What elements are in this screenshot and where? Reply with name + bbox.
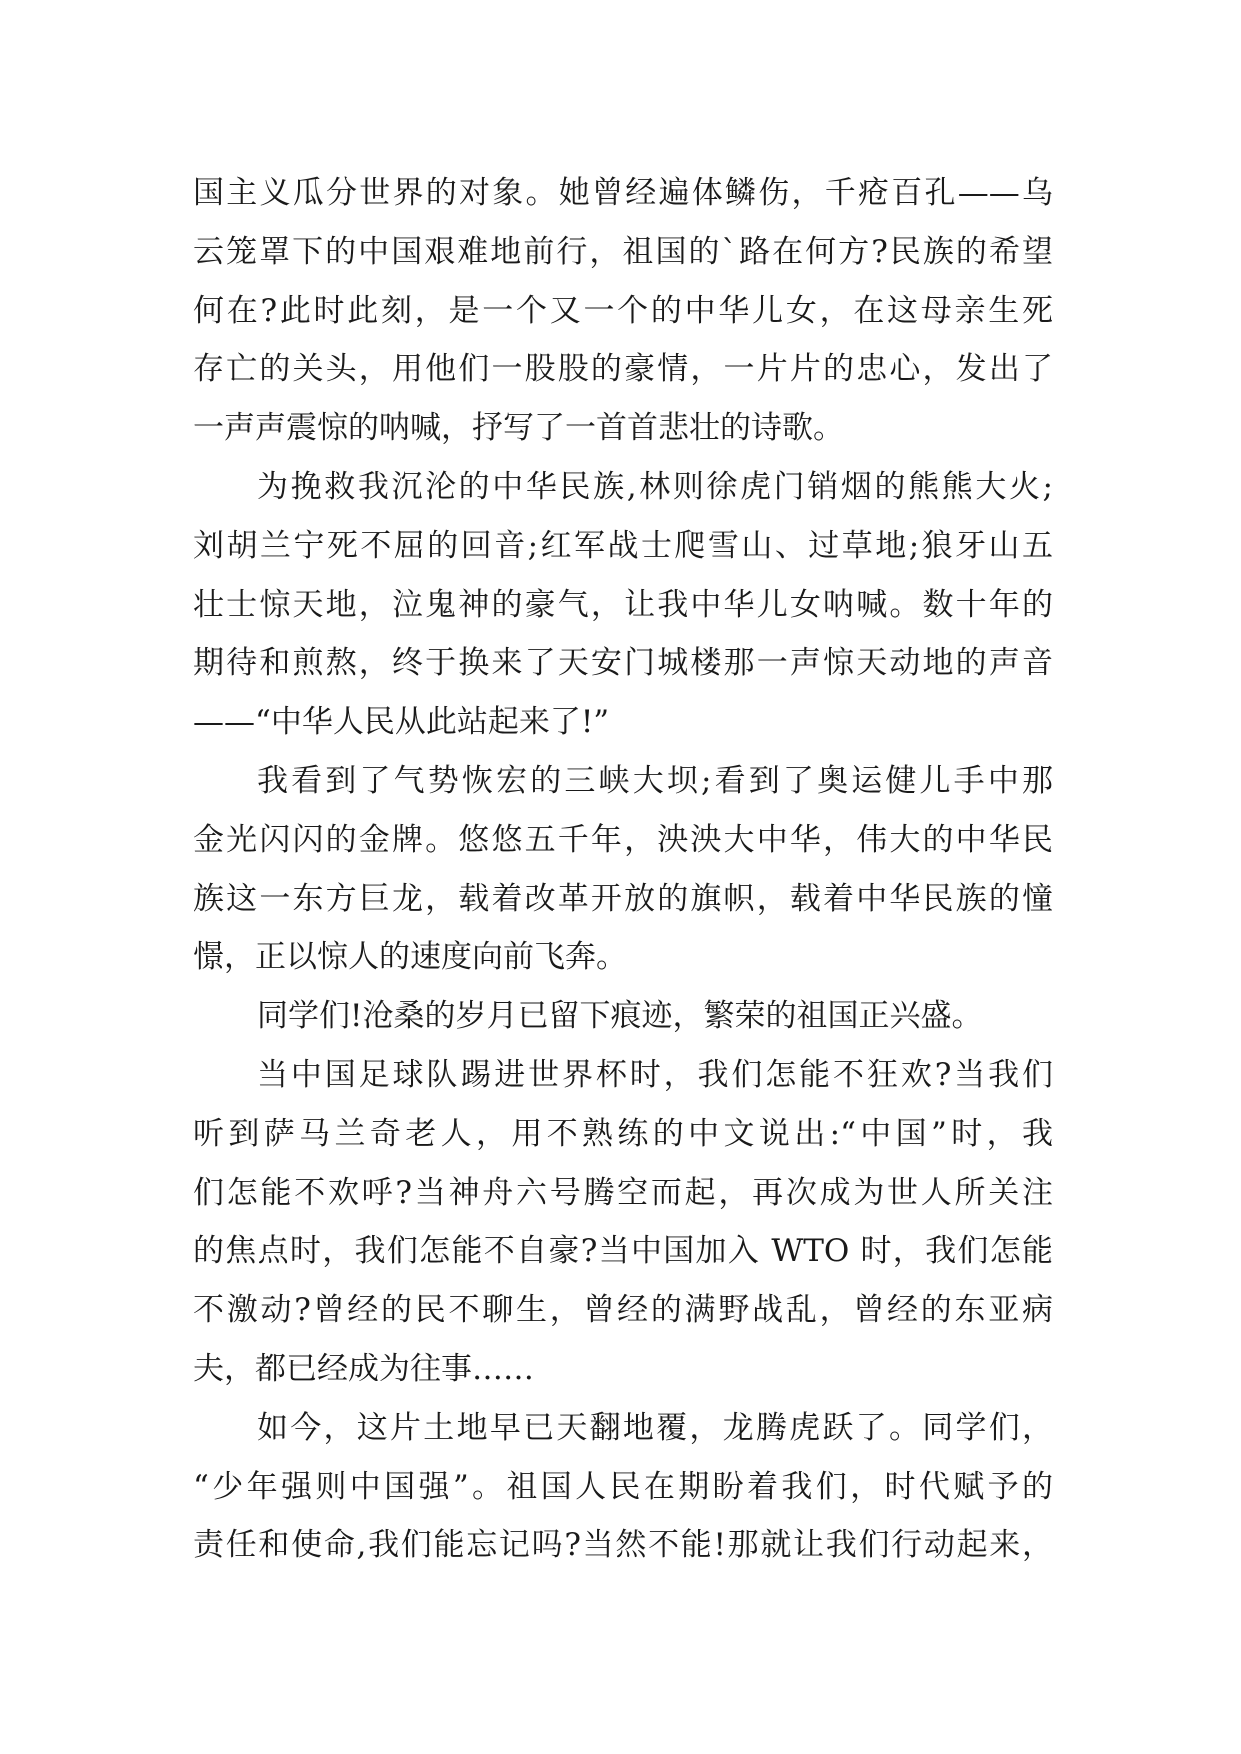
paragraph-first-line: 我看到了气势恢宏的三峡大坝;看到了奥运健儿手中那 — [257, 762, 1053, 799]
text-line: 们怎能不欢呼?当神舟六号腾空而起，再次成为世人所关注 — [193, 1174, 1053, 1211]
paragraph-first-line: 如今，这片土地早已天翻地覆，龙腾虎跃了。同学们， — [257, 1409, 1053, 1446]
text-line: 责任和使命,我们能忘记吗?当然不能!那就让我们行动起来， — [193, 1527, 1053, 1564]
text-line: ——“中华人民从此站起来了!” — [193, 704, 610, 741]
text-line: 听到萨马兰奇老人，用不熟练的中文说出:“中国”时，我 — [193, 1115, 1053, 1152]
body-text — [193, 164, 1053, 1575]
text-line: 国主义瓜分世界的对象。她曾经遍体鳞伤，千疮百孔——乌 — [193, 175, 1053, 211]
text-line: 憬，正以惊人的速度向前飞奔。 — [193, 939, 627, 976]
text-line: 金光闪闪的金牌。悠悠五千年，泱泱大中华，伟大的中华民 — [193, 821, 1053, 858]
text-line: 刘胡兰宁死不屈的回音;红军战士爬雪山、过草地;狼牙山五 — [193, 527, 1053, 564]
paragraph-first-line: 为挽救我沉沦的中华民族,林则徐虎门销烟的熊熊大火; — [257, 468, 1053, 505]
text-line: 何在?此时此刻，是一个又一个的中华儿女，在这母亲生死 — [193, 292, 1053, 329]
text-line: 云笼罩下的中国艰难地前行，祖国的`路在何方?民族的希望 — [193, 233, 1053, 270]
text-line: 的焦点时，我们怎能不自豪?当中国加入 WTO 时，我们怎能 — [193, 1233, 1053, 1270]
text-line: “少年强则中国强”。祖国人民在期盼着我们，时代赋予的 — [193, 1468, 1053, 1505]
paragraph-first-line: 同学们!沧桑的岁月已留下痕迹，繁荣的祖国正兴盛。 — [257, 998, 983, 1035]
text-line: 夫，都已经成为往事…… — [193, 1350, 534, 1387]
text-line: 族这一东方巨龙，载着改革开放的旗帜，载着中华民族的憧 — [193, 880, 1053, 917]
paragraph-first-line: 当中国足球队踢进世界杯时，我们怎能不狂欢?当我们 — [257, 1056, 1053, 1093]
text-line: 期待和煎熬，终于换来了天安门城楼那一声惊天动地的声音 — [193, 645, 1053, 682]
text-line: 壮士惊天地，泣鬼神的豪气，让我中华儿女呐喊。数十年的 — [193, 586, 1053, 623]
text-line: 一声声震惊的呐喊，抒写了一首首悲壮的诗歌。 — [193, 410, 844, 447]
text-line: 存亡的关头，用他们一股股的豪情，一片片的忠心，发出了 — [193, 351, 1053, 388]
text-line: 不激动?曾经的民不聊生，曾经的满野战乱，曾经的东亚病 — [193, 1292, 1053, 1329]
